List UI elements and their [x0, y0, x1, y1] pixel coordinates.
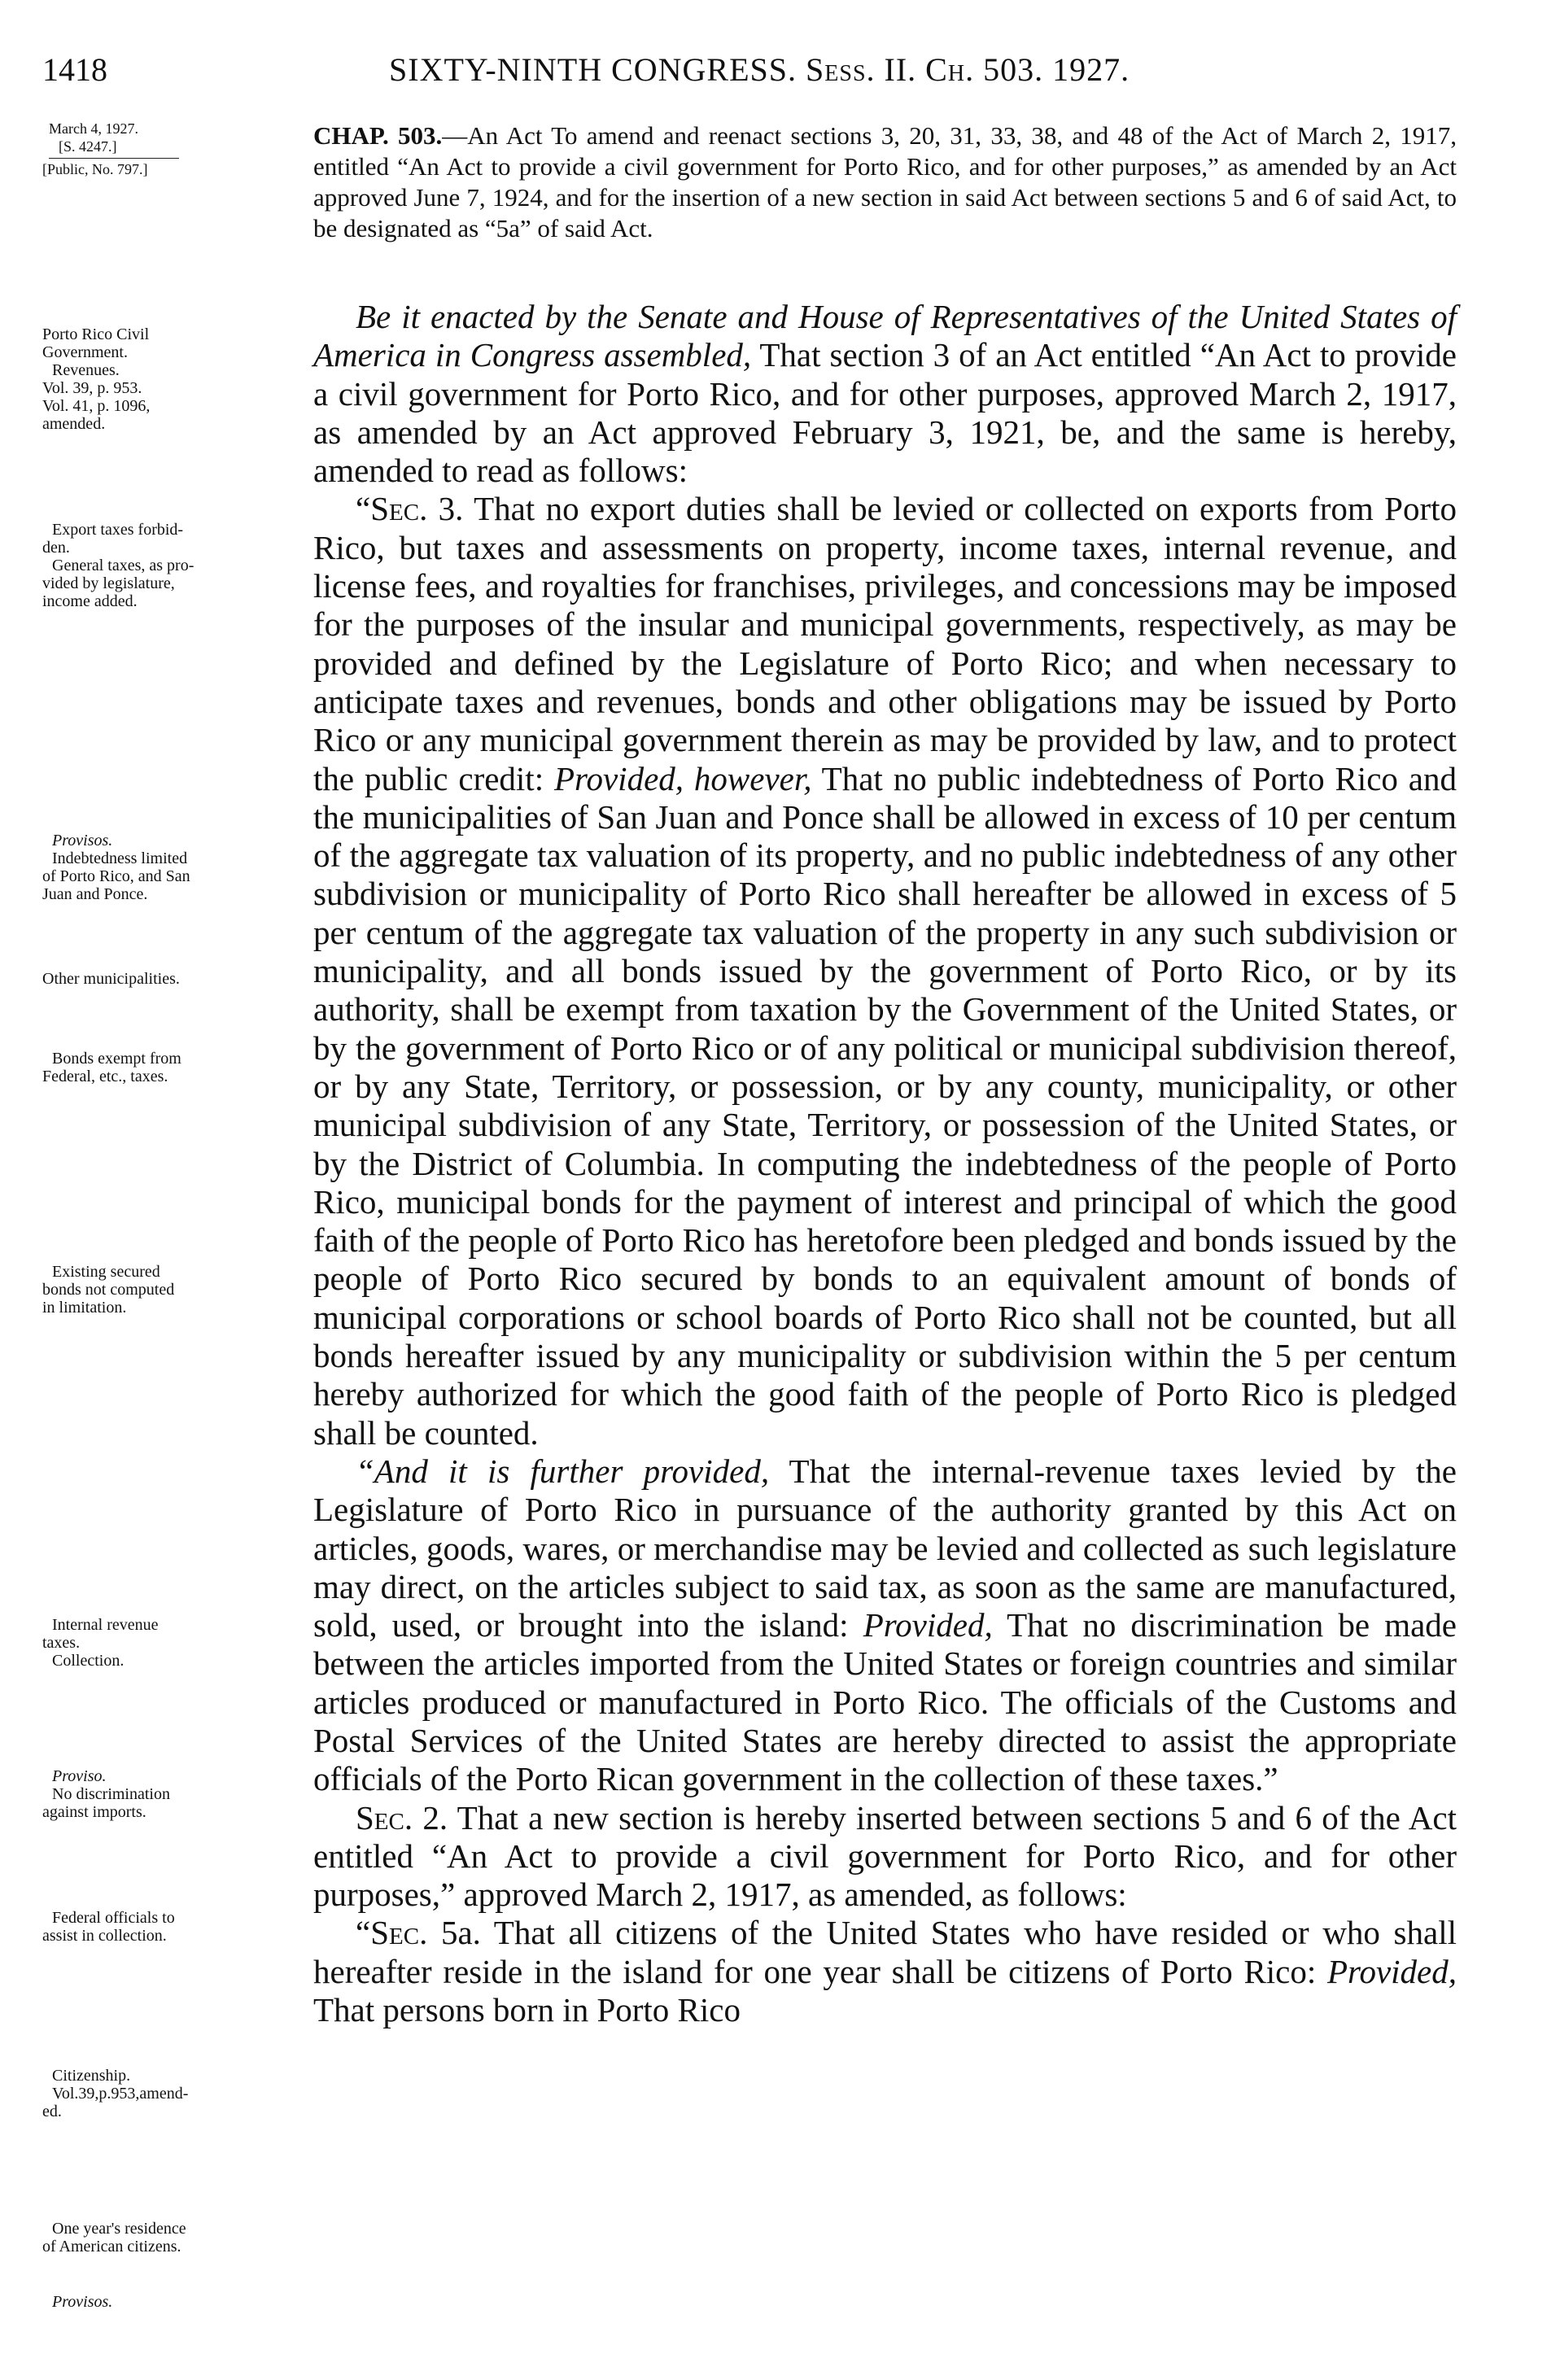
- margin-note-other-municipalities: [42, 970, 304, 988]
- margin-note-export-taxes: [42, 521, 304, 610]
- section-3-text: “Sec. 3. That no export duties shall be levied or collected on exports from Porto Rico, but taxes and assessments on property, income taxes, internal revenue, and license fees, and royalties for franchises, privileges, and concessions may be imposed for the purposes of the insular and municipal governments, respectively, as may be provided and defined by the Legislature of Porto Rico; and when necessary to anticipate taxes and revenues, bonds and other obligations may be issued by Porto Rico or any municipal government therein as may be provided by law, and to protect the public credit: Provided, however, That no public indebtedness of Porto Rico and the municipalities of San Juan and Ponce shall be allowed in excess of 10 per centum of the aggregate tax valuation of its property, and no public indebtedness of any other subdivision or municipality of Porto Rico shall hereafter be allowed in excess of 5 per centum of the aggregate tax valuation of the property in any such subdivision or municipality, and all bonds issued by the government of Porto Rico, or by its authority, shall be exempt from taxation by the Government of the United States, or by the government of Porto Rico or of any political or municipal subdivision thereof, or by any State, Territory, or possession, or by any county, municipality, or other municipal subdivision of any State, Territory, or possession of the United States, or by the District of Columbia. In computing the indebtedness of the people of Porto Rico, municipal bonds for the payment of interest and principal of which the good faith of the people of Porto Rico has heretofore been pledged and bonds issued by the people of Porto Rico secured by bonds to an equivalent amount of bonds of municipal corporations or school boards of Porto Rico shall not be counted, but all bonds hereafter issued by any municipality or subdivision within the 5 per centum hereby authorized for which the good faith of the people of Porto Rico is pledged shall be counted.: [313, 490, 1457, 1452]
- margin-note-line: Provisos.: [52, 2293, 113, 2311]
- margin-note-line: of Porto Rico, and San: [42, 867, 190, 885]
- enacting-clause: Be it enacted by the Senate and House of Representatives of the United States of America in Congress assembled, That section 3 of an Act entitled “An Act to provide a civil government for Porto Rico, and for other purposes, approved March 2, 1917, as amended by an Act approved February 3, 1921, be, and the same is hereby, amended to read as follows:: [313, 298, 1457, 490]
- session-word: Sess.: [806, 51, 876, 88]
- margin-note-line: Federal officials to: [52, 1909, 175, 1927]
- margin-note-existing-bonds: [42, 1263, 304, 1317]
- margin-note-line: Citizenship.: [52, 2067, 131, 2085]
- margin-note-line: Porto Rico Civil: [42, 325, 150, 343]
- section-5a-text: “Sec. 5a. That all citizens of the United States who have resided or who shall hereafter reside in the island for one year shall be citizens of Porto Rico: Provided, That persons born in Porto Rico: [313, 1914, 1457, 2029]
- margin-note-line: Vol. 39, p. 953.: [42, 379, 142, 397]
- bill-number: [S. 4247.]: [59, 138, 117, 155]
- act-date: March 4, 1927.: [49, 120, 138, 137]
- margin-note-line: bonds not computed: [42, 1281, 175, 1299]
- margin-note-line: in limitation.: [42, 1299, 127, 1317]
- enacting-formula: Be it enacted by the Senate and House of Representatives of the United States of America in Congress assembled,: [313, 298, 1457, 374]
- margin-note-line: against imports.: [42, 1803, 146, 1821]
- margin-note-line: taxes.: [42, 1634, 81, 1652]
- margin-note-line: General taxes, as pro-: [52, 557, 194, 574]
- margin-note-line: Proviso.: [52, 1767, 107, 1785]
- margin-note-line: Vol.39,p.953,amend-: [52, 2085, 189, 2103]
- further-provided-text: “And it is further provided, That the internal-revenue taxes levied by the Legislature of Porto Rico in pursuance of the authority granted by this Act on articles, goods, wares, or merchandise may be levied and collected as such legislature may direct, on the articles subject to said tax, as soon as the same are manufactured, sold, used, or brought into the island: Provided, That no discrimination be made between the articles imported from the United States or foreign countries and similar articles produced or manufactured in Porto Rico. The officials of the Customs and Postal Services of the United States are hereby directed to assist the appropriate officials of the Porto Rican government in the collection of these taxes.”: [313, 1452, 1457, 1798]
- margin-note-line: Bonds exempt from: [52, 1050, 181, 1068]
- proviso-provided: Provided,: [863, 1606, 993, 1644]
- margin-note-line: Revenues.: [52, 361, 120, 379]
- margin-note-federal-officials: [42, 1909, 304, 1945]
- margin-note-line: One year's residence: [52, 2220, 186, 2238]
- margin-note-line: of American citizens.: [42, 2238, 181, 2256]
- margin-note-line: den.: [42, 539, 70, 557]
- margin-note-line: Juan and Ponce.: [42, 885, 148, 903]
- margin-note-line: Existing secured: [52, 1263, 160, 1281]
- margin-note-civil-government: [42, 325, 304, 433]
- meta-rule: [49, 158, 179, 159]
- margin-note-line: Government.: [42, 343, 128, 361]
- chapter-number: 503.: [983, 51, 1044, 88]
- margin-note-line: amended.: [42, 415, 106, 433]
- margin-note-line: No discrimination: [52, 1785, 170, 1803]
- chapter-title: —An Act To amend and reenact sections 3, 20, 31, 33, 38, and 48 of the Act of March 2, 1917, entitled “An Act to provide a civil government for Porto Rico, and for other purposes,” as amended by an Act approved June 7, 1924, and for the insertion of a new section in said Act between sections 5 and 6 of said Act, to be designated as “5a” of said Act.: [313, 121, 1457, 242]
- margin-note-line: Internal revenue: [52, 1616, 159, 1634]
- public-law-number: [Public, No. 797.]: [42, 161, 148, 177]
- margin-note-line: assist in collection.: [42, 1927, 167, 1945]
- margin-note-line: vided by legislature,: [42, 574, 175, 592]
- margin-note-internal-revenue: [42, 1616, 304, 1670]
- running-head: [389, 50, 1130, 89]
- margin-note-line: Provisos.: [52, 832, 113, 849]
- proviso-however: Provided, however,: [554, 759, 812, 797]
- margin-note-citizenship: [42, 2067, 304, 2120]
- margin-note-line: Indebtedness limited: [52, 849, 188, 867]
- margin-note-line: Collection.: [52, 1652, 125, 1670]
- margin-note-line: Export taxes forbid-: [52, 521, 184, 539]
- margin-note-line: ed.: [42, 2103, 62, 2120]
- section-2-text: Sec. 2. That a new section is hereby inserted between sections 5 and 6 of the Act entitled “An Act to provide a civil government for Porto Rico, and for other purposes,” approved March 2, 1917, as amended, as follows:: [313, 1798, 1457, 1914]
- chapter-word: Ch.: [925, 51, 975, 88]
- chapter-label: CHAP. 503.: [313, 121, 443, 150]
- margin-note-residence: [42, 2220, 304, 2256]
- margin-note-line: income added.: [42, 592, 138, 610]
- margin-note-line: Vol. 41, p. 1096,: [42, 397, 151, 415]
- page-number: 1418: [42, 51, 107, 88]
- congress-label: SIXTY-NINTH CONGRESS.: [389, 51, 798, 88]
- margin-note-provisos: [42, 2293, 304, 2311]
- margin-note-line: Other municipalities.: [42, 970, 180, 988]
- margin-note-indebtedness: [42, 832, 304, 903]
- further-provided: “And it is further provided,: [356, 1452, 770, 1490]
- margin-note-bonds-exempt: [42, 1050, 304, 1085]
- statute-body: [313, 298, 1457, 2029]
- year: 1927.: [1052, 51, 1130, 88]
- session-number: II.: [884, 51, 917, 88]
- chapter-header: [313, 120, 1457, 244]
- margin-note-line: Federal, etc., taxes.: [42, 1068, 168, 1085]
- margin-note-no-discrimination: [42, 1767, 304, 1821]
- proviso-provided-5a: Provided,: [1326, 1952, 1457, 1990]
